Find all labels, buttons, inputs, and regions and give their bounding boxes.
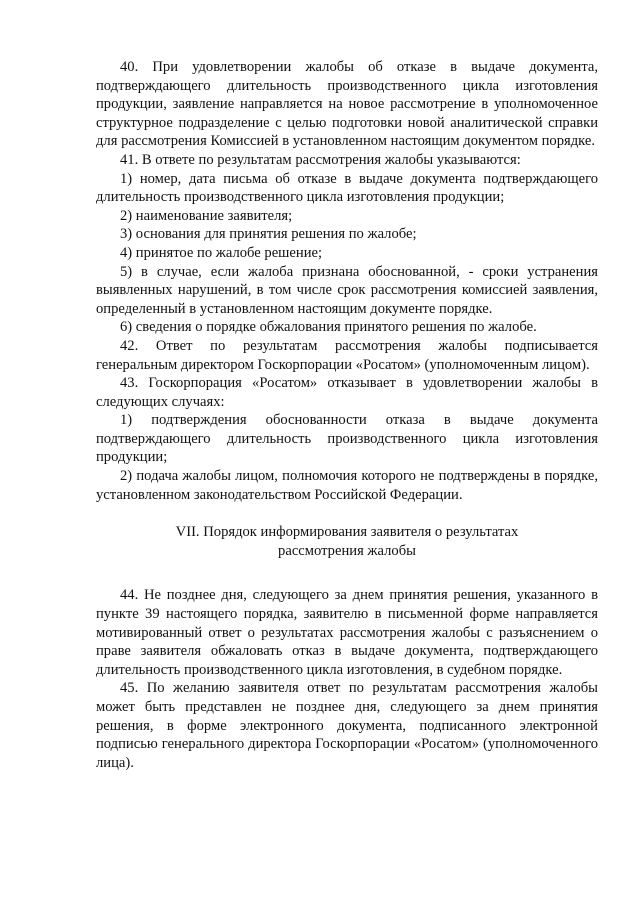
paragraph-40: 40. При удовлетворении жалобы об отказе в выдаче документа, подтверждающего длительность производственного цикла изготовления продукции, заявление направляется на новое рассмотрение в уполномоченное структурное подразделение с целью подготовки новой аналитической справки для рассмотрения Комиссией в установленном настоящим документом порядке. [96, 59, 598, 150]
paragraph-43-item-2: 2) подача жалобы лицом, полномочия которого не подтверждены в порядке, установленном законодательством Российской Федерации. [96, 468, 598, 503]
paragraph-41: 41. В ответе по результатам рассмотрения жалобы указываются: [120, 151, 521, 168]
paragraph-44: 44. Не позднее дня, следующего за днем принятия решения, указанного в пункте 39 настоящего порядка, заявителю в письменной форме направляется мотивированный ответ о результатах рассмотрения жалобы с разъяснением о праве заявителя обжаловать отказ в выдаче документа, подтверждающего длительность производственного цикла изготовления, в судебном порядке. [96, 587, 598, 678]
section-heading-line-1: VII. Порядок информирования заявителя о результатах [175, 524, 519, 541]
paragraph-45: 45. По желанию заявителя ответ по результатам рассмотрения жалобы может быть представлен не позднее дня, следующего за днем принятия решения, в форме электронного документа, подписанного электронной подписью генерального директора Госкорпорации «Росатом» (уполномоченного лица). [96, 680, 598, 771]
section-heading [96, 523, 598, 560]
paragraph-41-item-3: 3) основания для принятия решения по жалобе; [120, 226, 417, 243]
paragraph-42: 42. Ответ по результатам рассмотрения жалобы подписывается генеральным директором Госкорпорации «Росатом» (уполномоченным лицом). [96, 337, 598, 373]
paragraph-41-item-1: 1) номер, дата письма об отказе в выдаче документа подтверждающего длительность производственного цикла изготовления продукции; [96, 170, 598, 206]
section-heading-line-2: рассмотрения жалобы [278, 542, 416, 559]
paragraph-43: 43. Госкорпорация «Росатом» отказывает в удовлетворении жалобы в следующих случаях: [96, 375, 598, 410]
paragraph-41-item-5: 5) в случае, если жалоба признана обоснованной, - сроки устранения выявленных нарушений, в том числе срок рассмотрения комиссией заявления, определенный в установленном настоящим документе порядке. [96, 263, 598, 317]
paragraph-41-item-2: 2) наименование заявителя; [120, 207, 293, 224]
paragraph-41-item-4: 4) принятое по жалобе решение; [120, 244, 323, 261]
paragraph-41-item-6: 6) сведения о порядке обжалования принятого решения по жалобе. [120, 319, 537, 336]
paragraph-43-item-1: 1) подтверждения обоснованности отказа в выдаче документа подтверждающего длительность производственного цикла изготовления продукции; [96, 412, 598, 466]
